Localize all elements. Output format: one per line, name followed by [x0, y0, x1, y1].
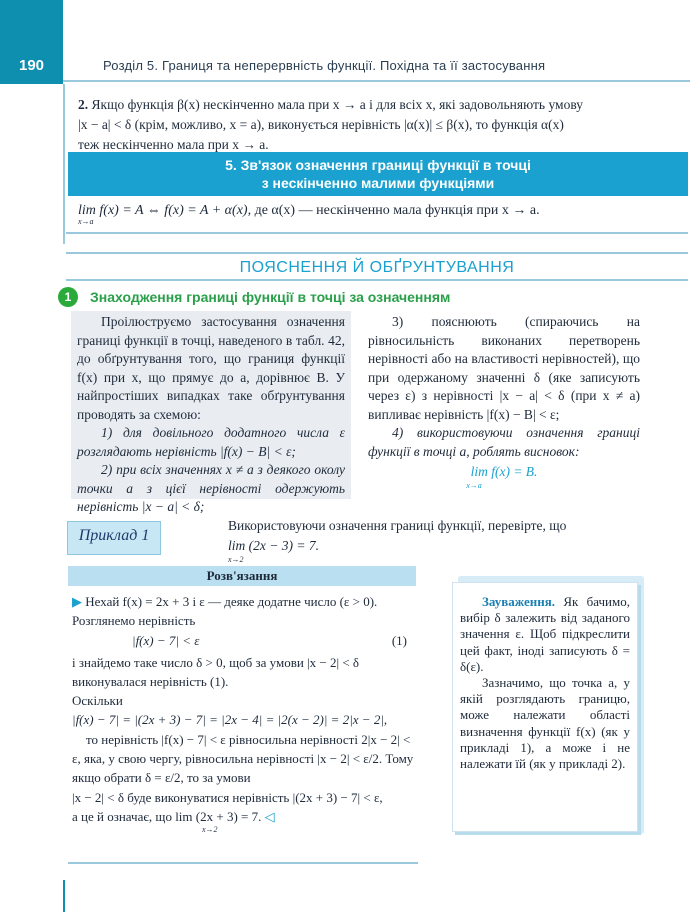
remark-paragraph-2: Зазначимо, що точка a, у якій розглядають границю, може належати області визначення функції f(x) (як у прикладі 1), а може і не належати їй (як у прикладі 2).: [460, 675, 630, 772]
example-task: [228, 516, 628, 564]
right-column-formula: lim f(x) = B.: [470, 464, 538, 479]
page-number: 190: [18, 57, 45, 74]
solution-line-7: а це й означає, що lim (2x + 3) = 7.: [72, 808, 262, 824]
solution-equation-1-number: (1): [391, 632, 407, 648]
solution-start-marker: ▶: [72, 594, 82, 609]
header-divider: [63, 80, 690, 82]
solution-line-4: |f(x) − 7| = |(2x + 3) − 7| = |2x − 4| = |2(x − 2)| = 2|x − 2|,: [72, 712, 388, 728]
note-2: [78, 95, 668, 155]
subsection-number-badge: 1: [58, 287, 78, 307]
running-head: Розділ 5. Границя та неперервність функції. Похідна та її застосування: [103, 58, 546, 73]
example-label: Приклад 1: [78, 527, 150, 544]
example-task-text: Використовуючи означення границі функції, перевірте, що: [228, 518, 567, 533]
section-5-title-line-1: 5. Зв'язок означення границі функції в точці: [225, 157, 531, 173]
section-5-formula: lim f(x) = A ⇔ f(x) = A + α(x),: [78, 203, 252, 218]
solution-line-6: |x − 2| < δ буде виконуватися нерівність |(2x + 3) − 7| < ε,: [72, 789, 383, 805]
solution-line-5: то нерівність |f(x) − 7| < ε рівносильна нерівності 2|x − 2| < ε, яка, у свою чергу, рівносильна нерівності |x − 2| < ε/2. Тому якщо обрати δ = ε/2, то за умови: [72, 731, 414, 786]
section-5-formula-subscript: x→a: [78, 217, 94, 226]
solution-bottom-rule: [68, 862, 418, 864]
section-5-definition: [78, 203, 678, 226]
solution-line-3: Оскільки: [72, 693, 123, 709]
left-column-step-1: 1) для довільного додатного числа ε розглядають нерівність |f(x) − B| < ε;: [77, 425, 345, 459]
example-task-formula: lim (2x − 3) = 7.: [228, 538, 319, 553]
explanation-rule-bottom: [66, 279, 688, 281]
bottom-margin-bar: [63, 880, 65, 912]
example-task-formula-subscript: x→2: [228, 555, 244, 564]
left-column-paragraph-1: Проілюструємо застосування означення границі функції в точці, наведеного в табл. 42, до обґрунтування того, що границя функції f(x) при x, що прямує до a, дорівнює B. У найпростіших випадках таке обґрунтування проводять за схемою:: [77, 314, 345, 422]
subsection-title: Знаходження границі функції в точці за означенням: [90, 289, 451, 305]
solution-equation-1: [72, 631, 417, 653]
right-column-formula-block: [368, 463, 640, 490]
section-5-divider: [66, 232, 688, 234]
remark-body: [460, 594, 630, 772]
remark-title: Зауваження.: [482, 594, 556, 609]
right-column-formula-subscript: x→a: [466, 480, 482, 490]
solution-line-2: і знайдемо таке число δ > 0, щоб за умови |x − 2| < δ виконувалася нерівність (1).: [72, 654, 360, 689]
solution-line-1: Нехай f(x) = 2x + 3 і ε — деяке додатне число (ε > 0). Розглянемо нерівність: [72, 594, 378, 629]
solution-line-7-subscript: x→2: [202, 825, 218, 835]
solution-end-marker: ◁: [264, 808, 275, 824]
right-column-step-4: 4) використовуючи означення границі функції в точці a, роблять висновок:: [368, 425, 640, 459]
solution-title: Розв'язання: [206, 568, 278, 583]
solution-equation-1-text: |f(x) − 7| < ε: [132, 632, 200, 648]
solution-body: [72, 592, 417, 834]
note-2-number: 2.: [78, 97, 89, 112]
explanation-title: ПОЯСНЕННЯ Й ОБҐРУНТУВАННЯ: [239, 259, 515, 276]
left-margin-rule: [63, 84, 65, 244]
left-column-step-2: 2) при всіх значеннях x ≠ a з деякого околу точки a з цієї нерівності одержують нерівність |x − a| < δ;: [77, 462, 345, 514]
note-2-line-2: |x − a| < δ (крім, можливо, x = a), виконується нерівність |α(x)| ≤ β(x), то функція α(x): [78, 117, 564, 132]
note-2-line-1: Якщо функція β(x) нескінченно мала при x → a і для всіх x, які задовольняють умову: [91, 97, 583, 112]
section-5-title: [68, 156, 688, 192]
remark-paragraph-1: Як бачимо, вибір δ залежить від заданого значення ε. Щоб підкреслити цей факт, іноді записують δ = δ(ε).: [460, 594, 630, 674]
section-5-title-line-2: з нескінченно малими функціями: [261, 175, 495, 191]
note-2-line-3: теж нескінченно мала при x → a.: [78, 137, 269, 152]
right-column-step-3: 3) пояснюють (спираючись на рівносильність виконаних перетворень нерівності або на властивості нерівностей), що при одержаному значенні δ (яке записують через ε) з нерівності |x − a| < δ (при x ≠ a) випливає нерівність |f(x) − B| < ε;: [368, 314, 640, 422]
section-5-text: де α(x) — нескінченно мала функція при x → a.: [254, 203, 540, 218]
left-column: [71, 311, 351, 514]
right-column: [368, 313, 640, 490]
explanation-rule-top: [66, 252, 688, 254]
